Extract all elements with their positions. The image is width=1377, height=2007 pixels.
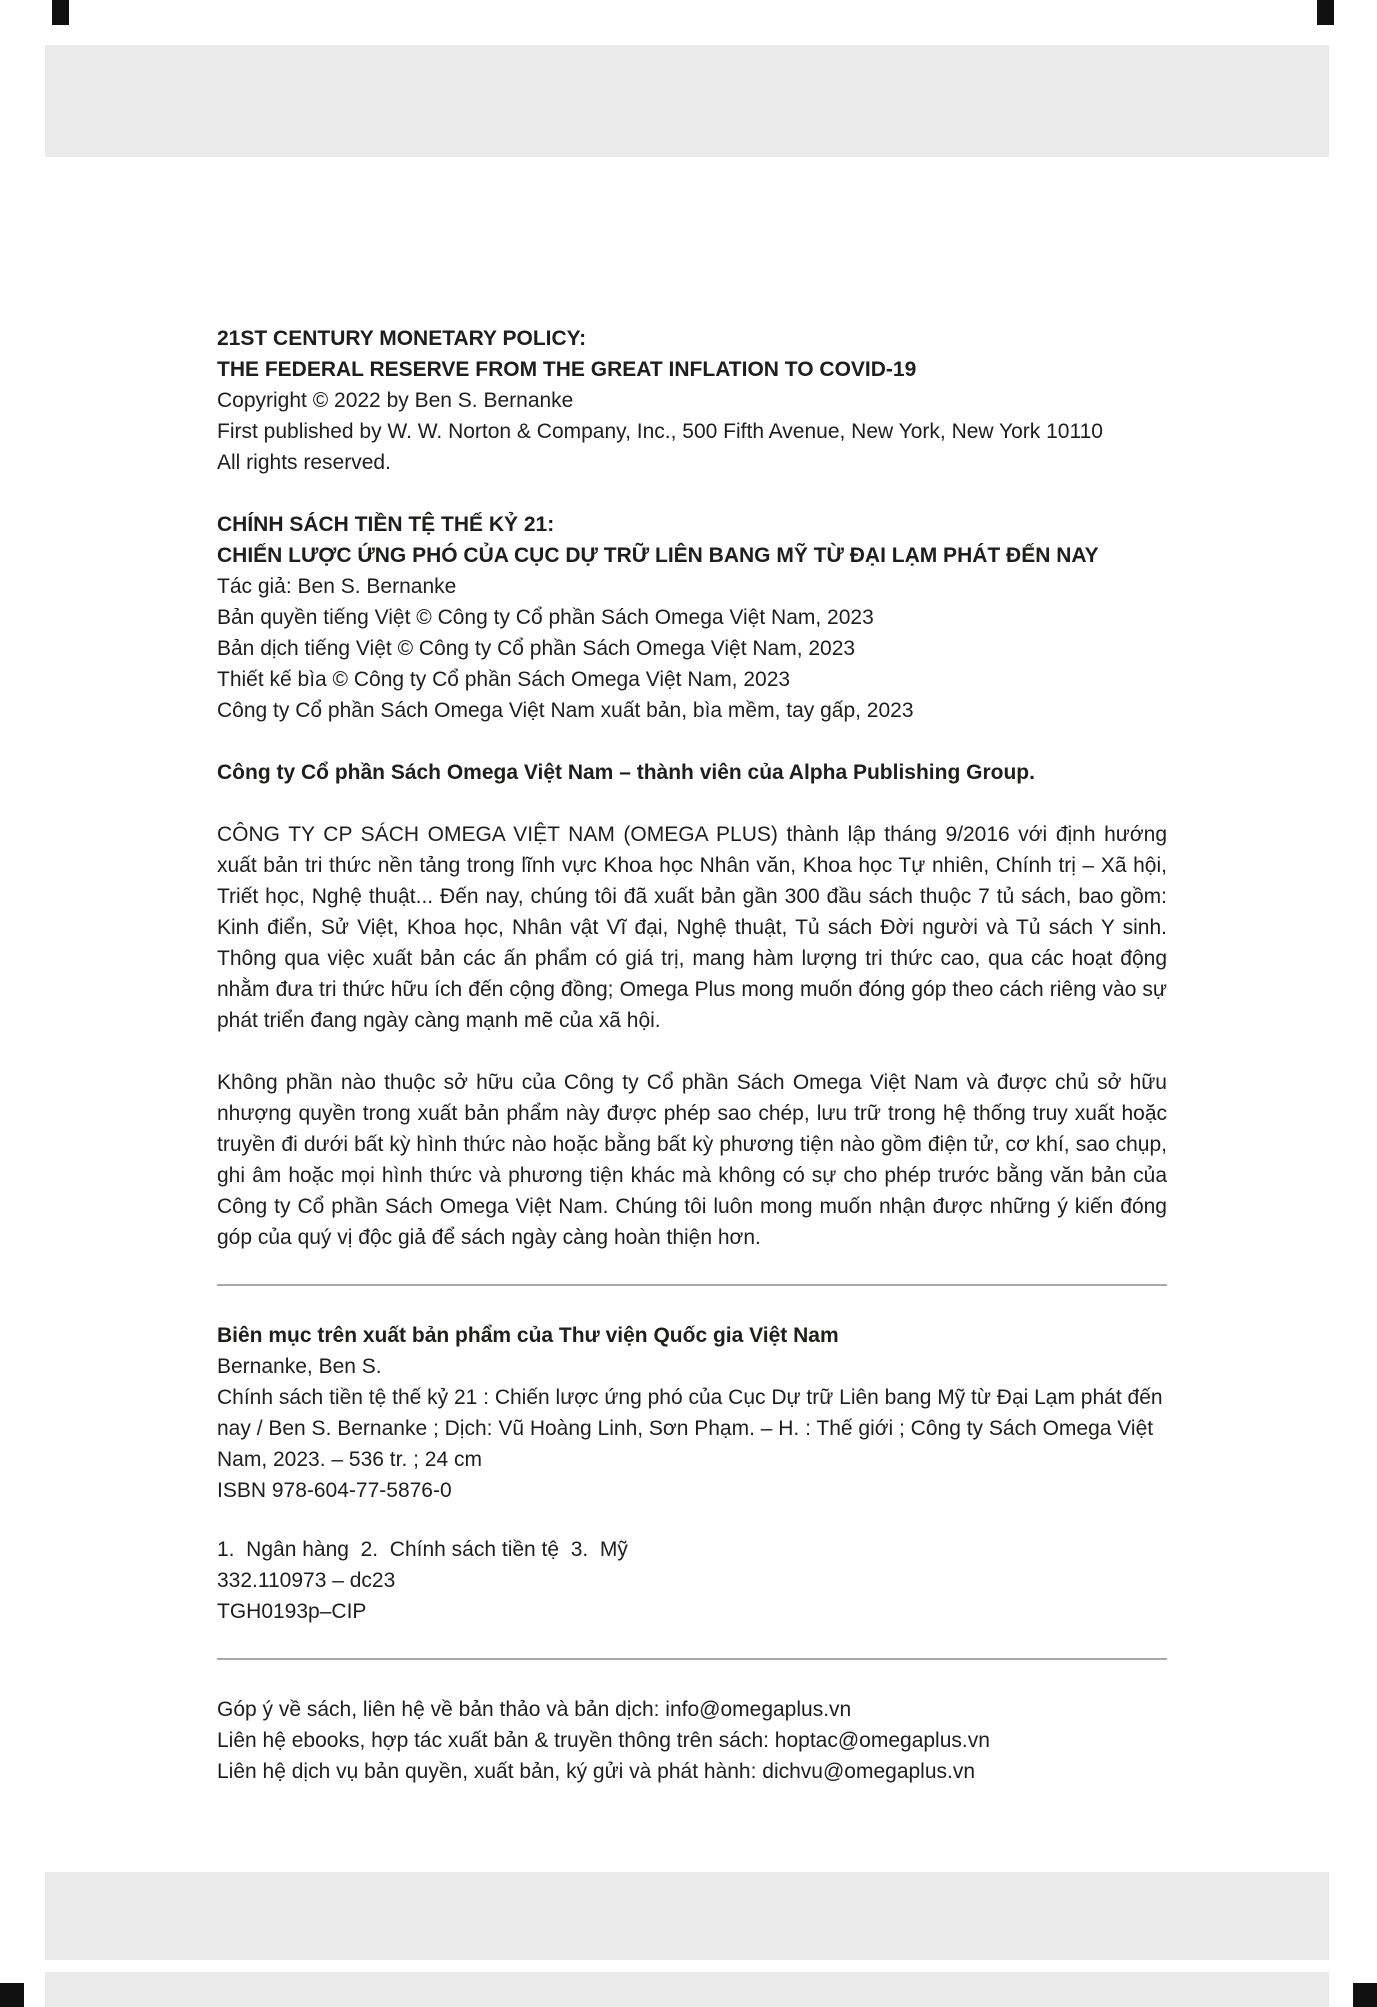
vietnamese-author: Tác giả: Ben S. Bernanke [217, 575, 457, 598]
english-publisher: First published by W. W. Norton & Company, Inc., 500 Fifth Avenue, New York, New York 10110 [217, 420, 1103, 443]
corner-mark-bottom-right [1353, 1983, 1377, 2007]
english-copyright: Copyright © 2022 by Ben S. Bernanke [217, 389, 574, 412]
crop-mark-top-right [1317, 0, 1334, 25]
english-rights: All rights reserved. [217, 451, 391, 474]
divider-line-bottom [217, 1658, 1167, 1660]
isbn-number: ISBN 978-604-77-5876-0 [217, 1479, 452, 1502]
vietnamese-title-line2: CHIẾN LƯỢC ỨNG PHÓ CỦA CỤC DỰ TRỮ LIÊN BANG MỸ TỪ ĐẠI LẠM PHÁT ĐẾN NAY [217, 544, 1099, 567]
vietnamese-title-line1: CHÍNH SÁCH TIỀN TỆ THẾ KỶ 21: [217, 513, 555, 536]
publishing-info: Công ty Cổ phần Sách Omega Việt Nam xuất bản, bìa mềm, tay gấp, 2023 [217, 699, 914, 722]
cip-code: TGH0193p–CIP [217, 1600, 367, 1623]
vietnamese-edition-block [217, 509, 1167, 726]
contact-feedback: Góp ý về sách, liên hệ về bản thảo và bản dịch: info@omegaplus.vn [217, 1698, 852, 1721]
company-tagline: Công ty Cổ phần Sách Omega Việt Nam – thành viên của Alpha Publishing Group. [217, 761, 1035, 784]
rights-reservation-paragraph: Không phần nào thuộc sở hữu của Công ty Cổ phần Sách Omega Việt Nam và được chủ sở hữu nhượng quyền trong xuất bản phẩm này được phép sao chép, lưu trữ trong hệ thống truy xuất hoặc truyền đi dưới bất kỳ hình thức nào hoặc bằng bất kỳ phương tiện nào gồm điện tử, cơ khí, sao chụp, ghi âm hoặc mọi hình thức và phương tiện khác mà không có sự cho phép trước bằng văn bản của Công ty Cổ phần Sách Omega Việt Nam. Chúng tôi luôn mong muốn nhận được những ý kiến đóng góp của quý vị độc giả để sách ngày càng hoàn thiện hơn. [217, 1071, 1167, 1249]
cataloging-description: Chính sách tiền tệ thế kỷ 21 : Chiến lược ứng phó của Cục Dự trữ Liên bang Mỹ từ Đại Lạm phát đến nay / Ben S. Bernanke ; Dịch: Vũ Hoàng Linh, Sơn Phạm. – H. : Thế giới ; Công ty Sách Omega Việt Nam, 2023. – 536 tr. ; 24 cm [217, 1386, 1163, 1471]
dewey-number: 332.110973 – dc23 [217, 1569, 396, 1592]
subject-headings: 1. Ngân hàng 2. Chính sách tiền tệ 3. Mỹ [217, 1538, 628, 1561]
contact-services: Liên hệ dịch vụ bản quyền, xuất bản, ký gửi và phát hành: dichvu@omegaplus.vn [217, 1760, 976, 1783]
about-company-paragraph: CÔNG TY CP SÁCH OMEGA VIỆT NAM (OMEGA PLUS) thành lập tháng 9/2016 với định hướng xuất bản tri thức nền tảng trong lĩnh vực Khoa học Nhân văn, Khoa học Tự nhiên, Chính trị – Xã hội, Triết học, Nghệ thuật... Đến nay, chúng tôi đã xuất bản gần 300 đầu sách thuộc 7 tủ sách, bao gồm: Kinh điển, Sử Việt, Khoa học, Nhân vật Vĩ đại, Nghệ thuật, Tủ sách Đời người và Tủ sách Y sinh. Thông qua việc xuất bản các ấn phẩm có giá trị, mang hàm lượng tri thức cao, qua các hoạt động nhằm đưa tri thức hữu ích đến cộng đồng; Omega Plus mong muốn đóng góp theo cách riêng vào sự phát triển đang ngày càng mạnh mẽ của xã hội. [217, 823, 1167, 1032]
cataloging-block [217, 1320, 1167, 1627]
cataloging-gap [217, 1506, 1167, 1534]
vietnamese-translation: Bản dịch tiếng Việt © Công ty Cổ phần Sách Omega Việt Nam, 2023 [217, 637, 856, 660]
contact-block [217, 1694, 1167, 1787]
english-title-line2: THE FEDERAL RESERVE FROM THE GREAT INFLATION TO COVID-19 [217, 358, 917, 381]
cataloging-author: Bernanke, Ben S. [217, 1355, 382, 1378]
corner-mark-bottom-left [0, 1983, 24, 2007]
cataloging-heading: Biên mục trên xuất bản phẩm của Thư viện Quốc gia Việt Nam [217, 1324, 839, 1347]
divider-line-top [217, 1284, 1167, 1286]
bottom-gray-band-2 [45, 1972, 1329, 2007]
english-title-line1: 21ST CENTURY MONETARY POLICY: [217, 327, 587, 350]
english-edition-block [217, 323, 1167, 478]
page-content [217, 323, 1167, 1818]
crop-mark-top-left [52, 0, 69, 25]
contact-ebooks: Liên hệ ebooks, hợp tác xuất bản & truyền thông trên sách: hoptac@omegaplus.vn [217, 1729, 990, 1752]
top-gray-band [45, 45, 1329, 157]
company-tagline-block [217, 757, 1167, 788]
bottom-gray-band [45, 1872, 1329, 1960]
cover-design-credit: Thiết kế bìa © Công ty Cổ phần Sách Omega Việt Nam, 2023 [217, 668, 791, 691]
vietnamese-copyright: Bản quyền tiếng Việt © Công ty Cổ phần Sách Omega Việt Nam, 2023 [217, 606, 874, 629]
